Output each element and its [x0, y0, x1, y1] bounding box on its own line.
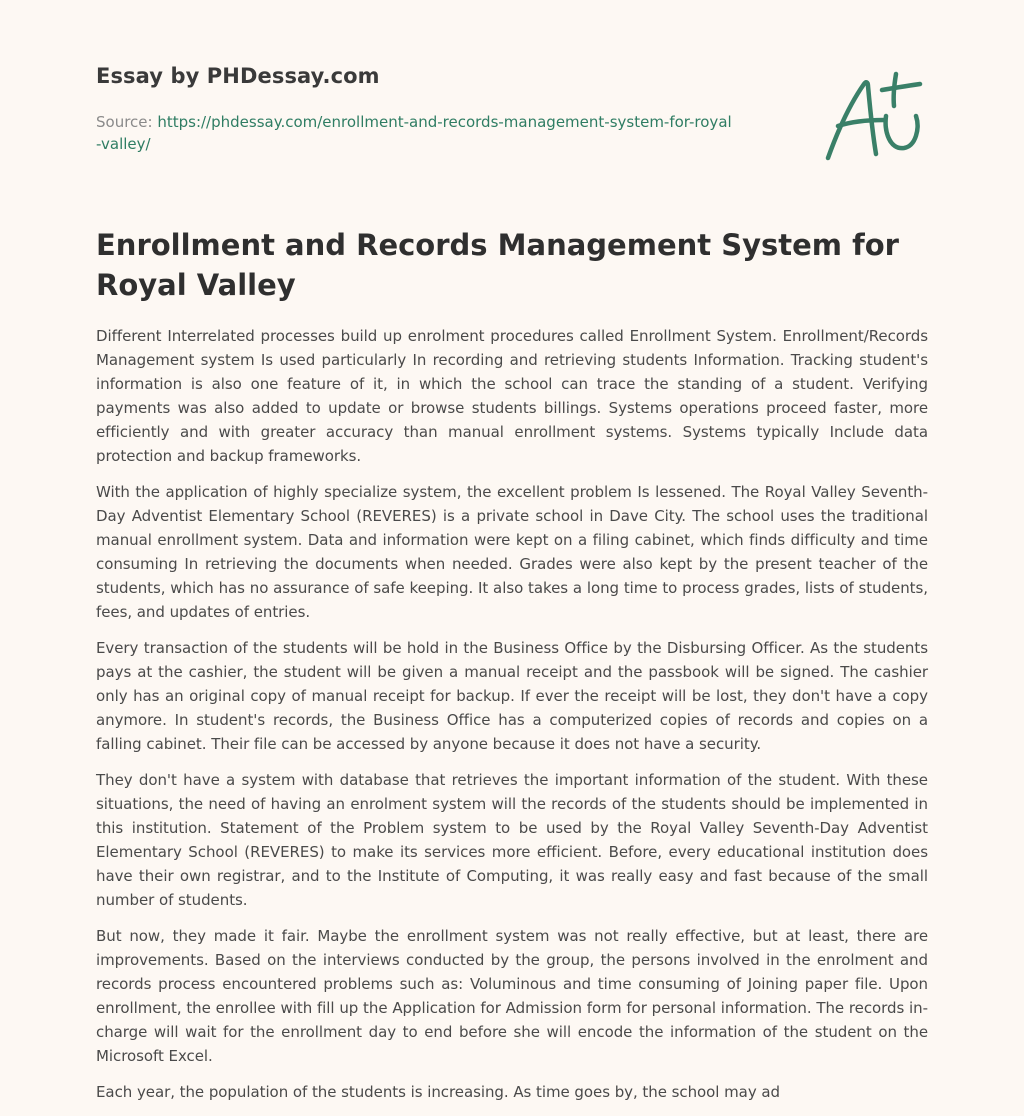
essay-title: Enrollment and Records Management System for Royal Valley: [96, 228, 899, 302]
essay-paragraph: Every transaction of the students will be hold in the Business Office by the Disbursing Officer. As the students pays at the cashier, the student will be given a manual receipt and the passbook will be signed. The cashier only has an original copy of manual receipt for backup. If ever the receipt will be lost, they don't have a copy anymore. In student's records, the Business Office has a computerized copies of records and copies on a falling cabinet. Their file can be accessed by anyone because it does not have a security.: [96, 639, 928, 753]
essay-paragraph: Different Interrelated processes build up enrolment procedures called Enrollment System. Enrollment/Records Management system Is used particularly In recording and retrieving students Information. Tracking student's information is also one feature of it, in which the school can trace the standing of a student. Verifying payments was also added to update or browse students billings. Systems operations proceed faster, more efficiently and with greater accuracy than manual enrollment systems. Systems typically Include data protection and backup frameworks.: [96, 327, 928, 465]
essay-paragraph: With the application of highly specialize system, the excellent problem Is lessened. The Royal Valley Seventh-Day Adventist Elementary School (REVERES) is a private school in Dave City. The school uses the traditional manual enrollment system. Data and information were kept on a filing cabinet, which finds difficulty and time consuming In retrieving the documents when needed. Grades were also kept by the present teacher of the students, which has no assurance of safe keeping. It also takes a long time to process grades, lists of students, fees, and updates of entries.: [96, 483, 928, 621]
essay-body: [96, 324, 928, 1116]
a-plus-grade-logo-icon: [824, 68, 926, 164]
essay-paragraph: Each year, the population of the students is increasing. As time goes by, the school may ad: [96, 1083, 780, 1101]
source-link[interactable]: https://phdessay.com/enrollment-and-records-management-system-for-royal-valley/: [96, 113, 732, 153]
source-label: Source:: [96, 113, 158, 131]
essay-paragraph: They don't have a system with database that retrieves the important information of the student. With these situations, the need of having an enrolment system will the records of the students should be implemented in this institution. Statement of the Problem system to be used by the Royal Valley Seventh-Day Adventist Elementary School (REVERES) to make its services more efficient. Before, every educational institution does have their own registrar, and to the Institute of Computing, it was really easy and fast because of the small number of students.: [96, 771, 928, 909]
essay-paragraph: But now, they made it fair. Maybe the enrollment system was not really effective, but at least, there are improvements. Based on the interviews conducted by the group, the persons involved in the enrolment and records process encountered problems such as: Voluminous and time consuming of Joining paper file. Upon enrollment, the enrollee with fill up the Application for Admission form for personal information. The records in-charge will wait for the enrollment day to end before she will encode the information of the student on the Microsoft Excel.: [96, 927, 928, 1065]
source-line: [96, 111, 736, 155]
site-brand: Essay by PHDessay.com: [96, 64, 380, 88]
